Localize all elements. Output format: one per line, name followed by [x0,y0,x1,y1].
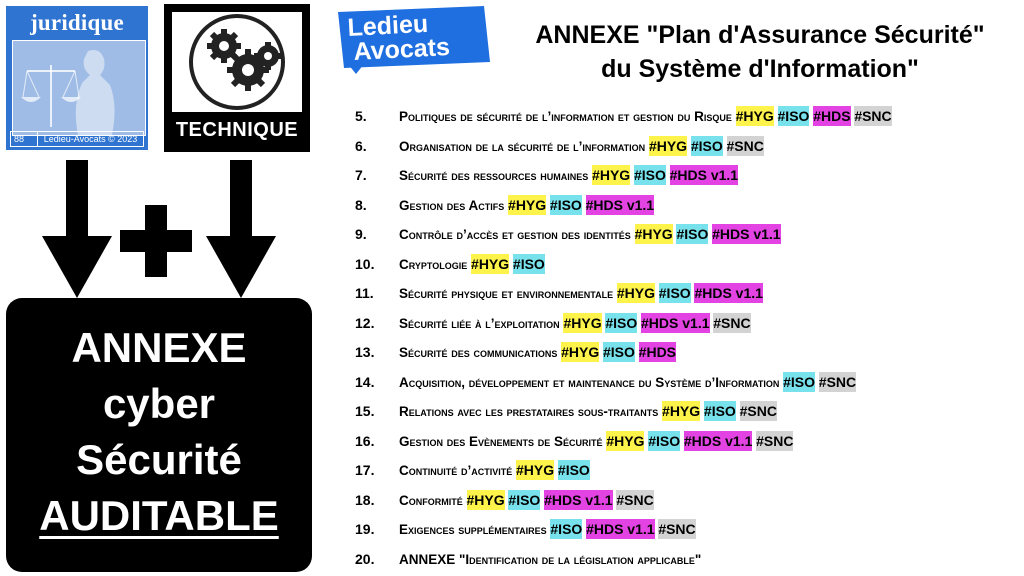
tag-snc: #SNC [739,403,777,419]
list-item [355,102,1020,132]
list-item [355,545,1020,575]
tag-hyg: #HYG [634,226,673,242]
page-title [496,18,1024,86]
list-item [355,397,1020,427]
list-item [355,338,1020,368]
item-number: 15. [355,403,375,419]
tag-iso: #ISO [605,314,638,331]
item-text: Politiques de sécurité de l’information et gestion du Risque [399,109,732,124]
item-number: 18. [355,491,375,508]
tag-hyg: #HYG [662,403,701,419]
item-number: 17. [355,462,375,478]
annexe-line-2: cyber [102,380,216,427]
item-text: Relations avec les prestataires sous-traitants [399,404,659,419]
tag-hds: #HDS v1.1 [586,521,655,537]
item-number: 14. [355,373,375,390]
tag-iso: #ISO [557,462,590,478]
juridique-title: juridique [30,10,124,35]
item-number: 6. [355,137,367,154]
annex-items-list [355,102,1020,574]
tag-snc: #SNC [818,373,857,390]
tag-iso: #ISO [549,196,582,213]
item-text: Cryptologie [399,256,468,272]
title-line-1: ANNEXE "Plan d'Assurance Sécurité" [535,21,985,49]
tag-iso: #ISO [633,167,666,183]
tag-hds: #HDS v1.1 [585,196,655,213]
item-text: Gestion des Evènements de Sécurité [399,433,603,449]
scales-icon [13,41,146,136]
arrow-down-left-icon [42,160,112,300]
tag-snc: #SNC [756,432,794,449]
arrow-down-right-icon [206,160,276,300]
item-text: Sécurité physique et environnementale [399,286,614,301]
tag-hds: #HDS v1.1 [641,314,710,331]
juridique-tile [4,4,150,152]
tag-snc: #SNC [854,108,892,124]
tag-hds: #HDS [813,108,851,124]
tag-iso: #ISO [508,491,541,508]
technique-label: TECHNIQUE [175,119,299,141]
tag-iso: #ISO [648,432,681,449]
tag-hds: #HDS v1.1 [669,167,739,183]
item-text: ANNEXE "Identification de la législation applicable" [399,551,702,567]
tag-hds: #HDS [638,344,677,360]
annexe-box [6,298,312,572]
tag-snc: #SNC [726,137,764,154]
technique-tile [164,4,310,152]
logo-line-1: Ledieu [346,9,429,42]
item-number: 7. [355,167,367,183]
copyright-text: Ledieu-Avocats © 2023 [37,132,143,146]
list-item [355,220,1020,250]
gears-image [172,12,302,112]
item-number: 16. [355,432,375,449]
list-item [355,368,1020,398]
item-text: Continuité d’activité [399,463,513,478]
annexe-line-1: ANNEXE [71,324,247,371]
item-text: Contrôle d’accès et gestion des identités [399,227,631,242]
tag-iso: #ISO [777,108,810,124]
tag-iso: #ISO [703,403,736,419]
item-number: 11. [355,285,374,301]
tag-hyg: #HYG [466,491,505,508]
justice-scales-image [12,40,146,136]
list-item [355,161,1020,191]
item-text: Sécurité des ressources humaines [399,168,589,183]
item-text: Sécurité des communications [399,345,558,360]
item-text: Organisation de la sécurité de l’information [399,138,646,154]
tag-iso: #ISO [783,373,816,390]
tag-snc: #SNC [713,314,751,331]
item-number: 5. [355,108,367,124]
tag-iso: #ISO [550,521,583,537]
tag-snc: #SNC [616,491,654,508]
item-text: Exigences supplémentaires [399,522,547,537]
slide-number: 88 [14,134,25,144]
tag-snc: #SNC [658,521,696,537]
tag-hyg: #HYG [471,255,510,272]
tag-hyg: #HYG [616,285,655,301]
tag-hds: #HDS v1.1 [712,226,781,242]
title-line-2: du Système d'Information" [601,55,919,83]
list-item [355,456,1020,486]
item-number: 19. [355,521,375,537]
item-number: 20. [355,550,375,567]
list-item [355,132,1020,162]
list-item [355,279,1020,309]
annexe-line-3: Sécurité [76,436,242,483]
item-text: Sécurité liée à l’exploitation [399,315,560,331]
list-item [355,250,1020,280]
tag-hyg: #HYG [508,196,547,213]
tag-hds: #HDS v1.1 [544,491,613,508]
item-number: 9. [355,226,367,242]
tag-hyg: #HYG [561,344,600,360]
plus-icon-vertical [145,205,167,277]
item-text: Conformité [399,492,463,508]
annexe-line-4: AUDITABLE [39,492,279,539]
item-number: 13. [355,344,375,360]
list-item [355,515,1020,545]
ledieu-avocats-logo [334,6,494,74]
tag-iso: #ISO [658,285,691,301]
tag-hyg: #HYG [606,432,645,449]
list-item [355,309,1020,339]
tag-hds: #HDS v1.1 [683,432,753,449]
tag-iso: #ISO [676,226,709,242]
tag-hyg: #HYG [563,314,602,331]
tag-hyg: #HYG [592,167,631,183]
item-text: Gestion des Actifs [399,197,505,213]
list-item [355,191,1020,221]
item-number: 12. [355,314,375,331]
tag-hyg: #HYG [516,462,555,478]
item-text: Acquisition, développement et maintenance du Système d’Information [399,374,780,390]
tag-iso: #ISO [690,137,723,154]
tag-hds: #HDS v1.1 [694,285,763,301]
list-item [355,486,1020,516]
juridique-footer [10,131,144,147]
gears-icon [172,12,302,112]
tag-iso: #ISO [512,255,545,272]
tag-hyg: #HYG [648,137,688,154]
item-number: 8. [355,196,367,213]
tag-iso: #ISO [603,344,635,360]
item-number: 10. [355,255,375,272]
list-item [355,427,1020,457]
logo-line-2: Avocats [352,32,451,66]
tag-hyg: #HYG [735,108,774,124]
